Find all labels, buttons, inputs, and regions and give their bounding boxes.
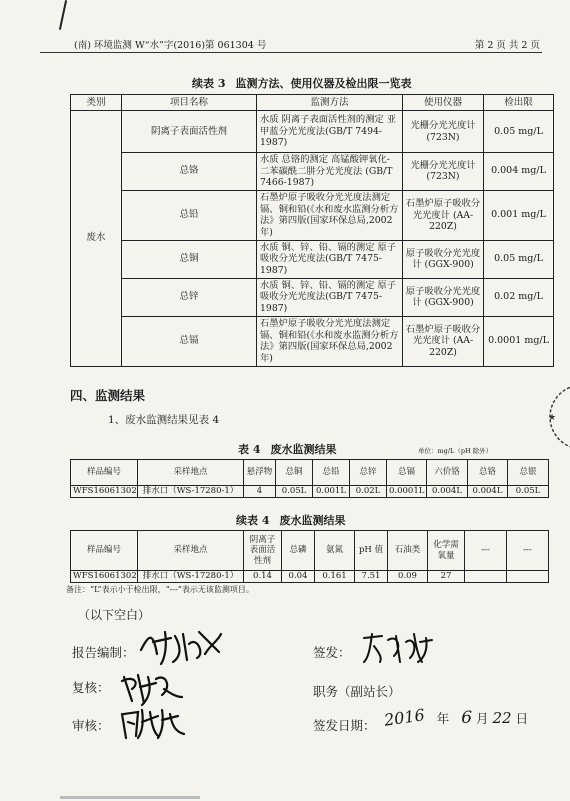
limit-cell: 0.004 mg/L <box>484 153 554 191</box>
table4-caption-text: 废水监测结果 <box>270 443 337 456</box>
cell-value: 4 <box>244 486 276 498</box>
header-chromium: 总铬 <box>468 460 508 486</box>
table-row <box>71 111 554 153</box>
header-cadmium: 总镉 <box>387 460 427 486</box>
seal-stamp-fragment <box>540 386 570 448</box>
cell-value: 0.004L <box>468 486 508 498</box>
header-anionic-surfactant: 阴离子表面活性剂 <box>244 531 282 571</box>
instrument-cell: 石墨炉原子吸收分光光度计 (AA-220Z) <box>403 316 484 366</box>
cell-location: 排水口（WS-17280-1） <box>138 571 244 583</box>
auditor-signature <box>118 702 192 742</box>
table4b-caption <box>236 512 345 528</box>
item-cell: 阴离子表面活性剂 <box>122 111 257 153</box>
day-char: 日 <box>515 711 529 726</box>
auditor-label: 审核： <box>72 718 110 733</box>
table-header-row <box>71 531 549 571</box>
table-note: 备注：“L”表示小于检出限，“---”表示无该监测项目。 <box>66 585 254 594</box>
cell-value: 0.161 <box>315 571 355 583</box>
cell-value: 0.05L <box>276 486 313 498</box>
method-cell: 石墨炉原子吸收分光光度法测定镉、铜和铅(《水和废水监测分析方法》第四版(国家环保总局,2002 年) <box>257 190 403 240</box>
header-cod: 化学需氧量 <box>428 531 465 571</box>
year-char: 年 <box>436 711 450 726</box>
table-row <box>71 571 549 583</box>
issuer-label: 签发： <box>313 645 351 660</box>
header-ph: pH 值 <box>355 531 388 571</box>
item-cell: 总镉 <box>122 316 257 366</box>
category-cell: 废水 <box>71 111 122 367</box>
method-cell: 水质 铜、锌、铅、镉的测定 原子吸收分光光度法(GB/T 7475-1987) <box>257 278 403 316</box>
header-zinc: 总锌 <box>350 460 387 486</box>
table-header-row <box>71 95 554 111</box>
table-row <box>71 278 554 316</box>
footer-rule <box>0 796 570 799</box>
instrument-cell: 光栅分光光度计 (723N) <box>403 111 484 153</box>
instrument-cell: 原子吸收分光光度计 (GGX-900) <box>403 278 484 316</box>
table4-caption <box>238 441 336 457</box>
limit-cell: 0.05 mg/L <box>484 240 554 278</box>
header-instrument: 使用仪器 <box>403 95 484 111</box>
cell-value: 0.001L <box>313 486 350 498</box>
header-suspended-solids: 悬浮物 <box>244 460 276 486</box>
header-method: 监测方法 <box>257 95 403 111</box>
method-cell: 石墨炉原子吸收分光光度法测定镉、铜和铅(《水和废水监测分析方法》第四版(国家环保总局,2002 年) <box>257 316 403 366</box>
page-number: 第 2 页 共 2 页 <box>474 40 540 51</box>
instrument-cell: 石墨炉原子吸收分光光度计 (AA-220Z) <box>403 190 484 240</box>
results-table-continued <box>70 530 549 583</box>
header-copper: 总铜 <box>276 460 313 486</box>
cell-value <box>507 571 549 583</box>
header-empty: --- <box>465 531 507 571</box>
table3-caption-number: 续表 3 <box>192 77 226 90</box>
cell-location: 排水口（WS-17280-1） <box>138 486 244 498</box>
table-row <box>71 153 554 191</box>
issue-date-value <box>382 705 529 730</box>
issue-date-label: 签发日期： <box>313 718 376 733</box>
cell-sample-id: WFS16061302 <box>71 571 138 583</box>
header-hexavalent-chromium: 六价铬 <box>427 460 468 486</box>
header-category: 类别 <box>71 95 122 111</box>
method-cell: 水质 铜、锌、铅、镉的测定 原子吸收分光光度法(GB/T 7475-1987) <box>257 240 403 278</box>
header-silver: 总银 <box>508 460 549 486</box>
cell-value: 0.09 <box>388 571 428 583</box>
method-cell: 水质 总铬的测定 高锰酸钾氧化-二苯碳酰二肼分光光度法 (GB/T 7466-1987) <box>257 153 403 191</box>
position-label: 职务（副站长） <box>313 684 401 699</box>
methods-table <box>70 94 554 367</box>
limit-cell: 0.02 mg/L <box>484 278 554 316</box>
cell-value: 0.04 <box>282 571 315 583</box>
table4b-caption-text: 废水监测结果 <box>279 514 346 527</box>
item-cell: 总铜 <box>122 240 257 278</box>
cell-value: 7.51 <box>355 571 388 583</box>
cell-value: 0.0001L <box>387 486 427 498</box>
unit-note: 单位：mg/L（pH 除外） <box>418 447 493 455</box>
blank-below-note: （以下空白） <box>78 608 151 622</box>
table-row <box>71 486 549 498</box>
header-limit: 检出限 <box>484 95 554 111</box>
compiler-signature <box>135 624 225 668</box>
header-sample-id: 样品编号 <box>71 531 138 571</box>
header-ammonia: 氨氮 <box>315 531 355 571</box>
compiler-label: 报告编制： <box>72 645 135 660</box>
limit-cell: 0.05 mg/L <box>484 111 554 153</box>
issuer-signature <box>358 628 438 666</box>
header-rule <box>40 52 542 53</box>
header-item: 项目名称 <box>122 95 257 111</box>
header-empty: --- <box>507 531 549 571</box>
reviewer-label: 复核： <box>72 680 110 695</box>
item-cell: 总铅 <box>122 190 257 240</box>
cell-sample-id: WFS16061302 <box>71 486 138 498</box>
cell-value: 0.05L <box>508 486 549 498</box>
header-lead: 总铅 <box>313 460 350 486</box>
item-cell: 总铬 <box>122 153 257 191</box>
limit-cell: 0.0001 mg/L <box>484 316 554 366</box>
issue-year: 2016 <box>382 705 426 730</box>
results-table <box>70 459 549 498</box>
month-char: 月 <box>476 711 489 726</box>
table-row <box>71 190 554 240</box>
table-row <box>71 240 554 278</box>
header-phosphorus: 总磷 <box>282 531 315 571</box>
cell-value: 27 <box>428 571 465 583</box>
header-location: 采样地点 <box>138 531 244 571</box>
instrument-cell: 光栅分光光度计 (723N) <box>403 153 484 191</box>
table3-caption-text: 监测方法、使用仪器及检出限一览表 <box>235 77 412 90</box>
cell-value: 0.02L <box>350 486 387 498</box>
section-title: 四、监测结果 <box>70 388 146 403</box>
header-sample-id: 样品编号 <box>71 460 138 486</box>
reviewer-signature <box>118 667 188 707</box>
issue-month: 6 <box>461 708 473 728</box>
issue-day: 22 <box>492 709 512 727</box>
item-cell: 总锌 <box>122 278 257 316</box>
header-petroleum: 石油类 <box>388 531 428 571</box>
cell-value: 0.004L <box>427 486 468 498</box>
cell-value: 0.14 <box>244 571 282 583</box>
section-text: 1、废水监测结果见表 4 <box>108 414 220 426</box>
report-reference: (南) 环境监测 W“水”字(2016)第 061304 号 <box>74 40 267 51</box>
table4-caption-number: 表 4 <box>238 443 261 456</box>
table-row <box>71 316 554 366</box>
instrument-cell: 原子吸收分光光度计 (GGX-900) <box>403 240 484 278</box>
limit-cell: 0.001 mg/L <box>484 190 554 240</box>
table4b-caption-number: 续表 4 <box>236 514 270 527</box>
method-cell: 水质 阴离子表面活性剂的测定 亚甲蓝分光光度法(GB/T 7494-1987) <box>257 111 403 153</box>
header-location: 采样地点 <box>138 460 244 486</box>
table-header-row <box>71 460 549 486</box>
svg-text:★: ★ <box>548 413 557 423</box>
pen-stroke-mark <box>59 0 67 30</box>
table3-caption <box>192 75 411 91</box>
cell-value <box>465 571 507 583</box>
